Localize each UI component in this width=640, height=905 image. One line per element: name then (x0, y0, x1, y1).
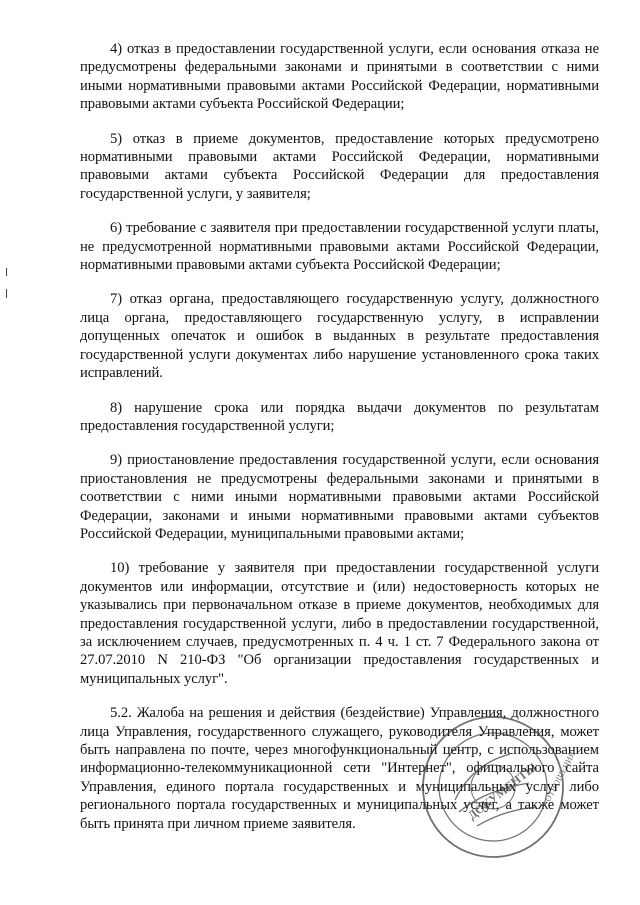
paragraph-item-6: 6) требование с заявителя при предоставлении государственной услуги платы, не предусмотренной нормативными правовыми актами Российской Федерации, нормативными правовыми актами субъекта Российской Федерации; (80, 220, 599, 274)
paragraph-item-8: 8) нарушение срока или порядка выдачи документов по результатам предоставления государственной услуги; (80, 399, 599, 434)
official-stamp (418, 712, 578, 862)
paragraph-item-7: 7) отказ органа, предоставляющего государственную услугу, должностного лица органа, предоставляющего государственную услугу, в исправлении допущенных опечаток и ошибок в выданных в результате предоставления государственной услуги документах либо нарушение установленного срока таких исправлений. (80, 291, 599, 382)
margin-mark (6, 289, 7, 298)
paragraph-item-4: 4) отказ в предоставлении государственной услуги, если основания отказа не предусмотрены федеральными законами и принятыми в соответствии с ними иными нормативными правовыми актами Российской Федерации, нормативными правовыми актами субъекта Российской Федерации; (80, 41, 599, 113)
paragraph-item-5: 5) отказ в приеме документов, предоставление которых предусмотрено нормативными правовыми актами Российской Федерации, нормативными правовыми актами субъекта Российской Федерации для предоставления государственной услуги, у заявителя; (80, 130, 599, 202)
stamp-text-inner: ДОКУМЕНТЫ (465, 760, 540, 823)
paragraph-item-10: 10) требование у заявителя при предоставлении государственной услуги документов или информации, отсутствие и (или) недостоверность которых не указывались при первоначальном отказе в приеме документов, необходимых для предоставления государственной услуги, либо в предоставлении государственной, за исключением случаев, предусмотренных п. 4 ч. 1 ст. 7 Федерального закона от 27.07.2010 N 210-ФЗ "Об организации предоставления государственных и муниципальных услуг". (80, 560, 599, 687)
paragraph-5-2: 5.2. Жалоба на решения и действия (бездействие) Управления, должностного лица Управления, государственного служащего, руководителя Управления, может быть направлена по почте, через многофункциональный центр, с использованием информационно-телекоммуникационной сети "Интернет", официального сайта Управления, единого портала государственных и муниципальных услуг либо регионального портала государственных и муниципальных услуг, а также может быть принята при личном приеме заявителя. (80, 705, 599, 832)
stamp-text-outer: ОТНОШЕНИЯ (542, 749, 578, 804)
margin-mark (6, 268, 7, 276)
paragraph-item-9: 9) приостановление предоставления государственной услуги, если основания приостановления не предусмотрены федеральными законами и принятыми в соответствии с ними иными нормативными правовыми актами Российской Федерации, законами и иными нормативными правовыми актами субъектов Российской Федерации, муниципальными правовыми актами; (80, 452, 599, 542)
